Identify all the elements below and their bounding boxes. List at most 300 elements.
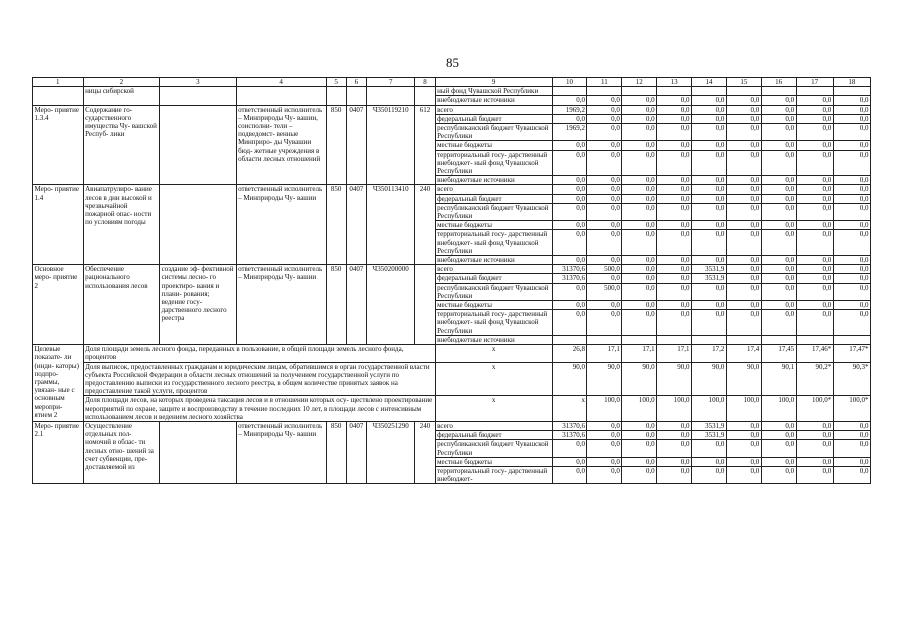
funding-source: территориальный госу- дарственный внебюджет- ный фонд Чувашской Республики [435, 230, 552, 256]
indicator-row [33, 362, 871, 396]
funding-source: всего [435, 185, 552, 194]
amount-cell: 0,0 [587, 203, 622, 220]
amount-cell: 3531,9 [692, 421, 727, 430]
amount-cell: 0,0 [796, 105, 833, 114]
amount-cell: 0,0 [587, 274, 622, 283]
amount-cell: 0,0 [587, 124, 622, 141]
amount-cell: 0,0 [796, 141, 833, 150]
funding-source: всего [435, 265, 552, 274]
amount-cell: 0,0 [833, 150, 870, 176]
amount-cell: 0,0 [552, 230, 587, 256]
amount-cell: 0,0 [552, 114, 587, 123]
column-number: 2 [83, 78, 159, 87]
activity-title: Осуществление отдельных пол- номочий в облас- ти лесных отно- шений за счет субвенции, пре- доставляемой из [83, 421, 159, 483]
column-number: 13 [657, 78, 692, 87]
indicator-value: 100,0 [761, 396, 796, 422]
table-row [33, 105, 871, 114]
activity-goal: создание эф- фективной системы лесно- го проектиро- вания и плани- рования; ведение госу- дарственного лесного реестра [160, 265, 236, 345]
amount-cell: 0,0 [761, 221, 796, 230]
amount-cell: 0,0 [657, 203, 692, 220]
amount-cell: 0,0 [761, 466, 796, 483]
amount-cell [692, 87, 727, 96]
amount-cell: 0,0 [833, 176, 870, 185]
funding-source: внебюджетные источники [435, 335, 552, 344]
budget-code: 240 [415, 421, 435, 483]
amount-cell: 0,0 [761, 301, 796, 310]
indicator-value: 17,4 [726, 345, 761, 362]
amount-cell: 0,0 [726, 185, 761, 194]
amount-cell: 0,0 [622, 230, 657, 256]
amount-cell: 0,0 [692, 150, 727, 176]
amount-cell: 0,0 [692, 185, 727, 194]
amount-cell: 0,0 [692, 124, 727, 141]
amount-cell: 0,0 [587, 466, 622, 483]
amount-cell: 0,0 [726, 150, 761, 176]
amount-cell: 0,0 [761, 440, 796, 457]
amount-cell: 0,0 [833, 274, 870, 283]
column-number: 14 [692, 78, 727, 87]
amount-cell: 0,0 [796, 230, 833, 256]
amount-cell: 0,0 [552, 310, 587, 336]
amount-cell: 0,0 [833, 431, 870, 440]
funding-source: местные бюджеты [435, 141, 552, 150]
amount-cell: 0,0 [833, 230, 870, 256]
budget-code: 0407 [346, 421, 366, 483]
funding-source: республиканский бюджет Чувашской Республики [435, 124, 552, 141]
amount-cell: 0,0 [622, 301, 657, 310]
amount-cell: 0,0 [622, 457, 657, 466]
amount-cell: 0,0 [657, 457, 692, 466]
amount-cell: 0,0 [796, 114, 833, 123]
amount-cell: 0,0 [587, 310, 622, 336]
amount-cell: 0,0 [657, 421, 692, 430]
table-row [33, 421, 871, 430]
amount-cell: 0,0 [796, 221, 833, 230]
amount-cell [692, 335, 727, 344]
funding-source: внебюджетные источники [435, 96, 552, 105]
amount-cell: 0,0 [833, 301, 870, 310]
amount-cell: 0,0 [761, 421, 796, 430]
funding-source: внебюджетные источники [435, 256, 552, 265]
amount-cell: 0,0 [796, 256, 833, 265]
table-row [33, 185, 871, 194]
amount-cell [552, 87, 587, 96]
indicator-text: Доля площади земель лесного фонда, переданных в пользование, в общей площади земель лесного фонда, процентов [83, 345, 435, 362]
funding-source: федеральный бюджет [435, 431, 552, 440]
indicator-value: 17,1 [657, 345, 692, 362]
amount-cell: 0,0 [622, 185, 657, 194]
indicator-value: 17,45 [761, 345, 796, 362]
amount-cell: 1969,2 [552, 105, 587, 114]
amount-cell: 0,0 [692, 256, 727, 265]
amount-cell: 0,0 [657, 221, 692, 230]
amount-cell: 0,0 [726, 203, 761, 220]
amount-cell: 0,0 [796, 194, 833, 203]
amount-cell: 0,0 [657, 274, 692, 283]
amount-cell [657, 335, 692, 344]
amount-cell: 0,0 [657, 194, 692, 203]
amount-cell: 0,0 [726, 265, 761, 274]
budget-code: 850 [326, 265, 346, 345]
amount-cell: 0,0 [833, 283, 870, 300]
funding-source: федеральный бюджет [435, 274, 552, 283]
amount-cell: 0,0 [587, 150, 622, 176]
amount-cell: 0,0 [833, 466, 870, 483]
funding-source: территориальный госу- дарственный внебюджет- ный фонд Чувашской Республики [435, 310, 552, 336]
amount-cell: 0,0 [761, 431, 796, 440]
amount-cell: 0,0 [622, 150, 657, 176]
amount-cell: 31370,6 [552, 431, 587, 440]
budget-code [346, 87, 366, 105]
amount-cell: 0,0 [622, 221, 657, 230]
amount-cell: 0,0 [833, 265, 870, 274]
amount-cell: 500,0 [587, 283, 622, 300]
amount-cell: 0,0 [761, 283, 796, 300]
page-number: 85 [446, 55, 459, 70]
amount-cell: 0,0 [726, 440, 761, 457]
funding-source: федеральный бюджет [435, 114, 552, 123]
amount-cell: 0,0 [657, 96, 692, 105]
amount-cell: 0,0 [587, 230, 622, 256]
indicator-value: 90,0 [726, 362, 761, 396]
amount-cell: 0,0 [552, 194, 587, 203]
amount-cell: 0,0 [833, 203, 870, 220]
funding-source: республиканский бюджет Чувашской Республики [435, 283, 552, 300]
amount-cell [587, 87, 622, 96]
indicator-value: 17,1 [622, 345, 657, 362]
amount-cell: 0,0 [622, 466, 657, 483]
amount-cell: 0,0 [692, 96, 727, 105]
amount-cell: 0,0 [657, 185, 692, 194]
indicator-row [33, 396, 871, 422]
amount-cell: 0,0 [622, 141, 657, 150]
amount-cell: 0,0 [796, 421, 833, 430]
amount-cell: 0,0 [657, 230, 692, 256]
amount-cell: 0,0 [552, 96, 587, 105]
indicator-value: 100,0* [833, 396, 870, 422]
amount-cell: 0,0 [761, 96, 796, 105]
indicator-value: 17,2 [692, 345, 727, 362]
budget-code: 240 [415, 185, 435, 265]
indicator-x: x [435, 362, 552, 396]
amount-cell: 0,0 [796, 185, 833, 194]
activity-title: Обеспечение рационального использования лесов [83, 265, 159, 345]
amount-cell: 0,0 [726, 96, 761, 105]
budget-code [326, 87, 346, 105]
funding-source: республиканский бюджет Чувашской Республики [435, 203, 552, 220]
indicator-text: Доля площади лесов, на которых проведена таксация лесов и в отношении которых осу- ществлено проектирование мероприятий по охране, защите и воспроизводству в течение последних 10 лет, в площади лесов с интенсивным использованием лесов и ведением лесного хозяйства [83, 396, 435, 422]
column-number: 16 [761, 78, 796, 87]
budget-code [415, 265, 435, 345]
amount-cell: 0,0 [692, 466, 727, 483]
funding-source: ный фонд Чувашской Республики [435, 87, 552, 96]
indicator-value: 90,1 [761, 362, 796, 396]
funding-source: республиканский бюджет Чувашской Республики [435, 440, 552, 457]
amount-cell: 0,0 [587, 431, 622, 440]
amount-cell: 0,0 [761, 274, 796, 283]
amount-cell: 3531,9 [692, 431, 727, 440]
funding-source: всего [435, 421, 552, 430]
column-number: 5 [326, 78, 346, 87]
executor: ответственный исполнитель – Минприроды Чу- вашии [236, 421, 326, 483]
budget-code: 850 [326, 421, 346, 483]
indicator-value: 90,0 [692, 362, 727, 396]
program-table [32, 77, 871, 484]
amount-cell: 0,0 [657, 265, 692, 274]
activity-goal [160, 87, 236, 105]
budget-code: 612 [415, 105, 435, 185]
amount-cell: 0,0 [726, 221, 761, 230]
indicator-value: x [552, 396, 587, 422]
column-number: 18 [833, 78, 870, 87]
column-number: 17 [796, 78, 833, 87]
amount-cell: 0,0 [622, 96, 657, 105]
amount-cell [657, 87, 692, 96]
amount-cell: 0,0 [761, 114, 796, 123]
amount-cell: 0,0 [552, 221, 587, 230]
amount-cell [552, 335, 587, 344]
amount-cell: 0,0 [552, 203, 587, 220]
amount-cell: 0,0 [796, 440, 833, 457]
amount-cell: 0,0 [552, 141, 587, 150]
amount-cell: 0,0 [587, 457, 622, 466]
amount-cell: 0,0 [833, 457, 870, 466]
budget-code: 0407 [346, 185, 366, 265]
amount-cell [796, 87, 833, 96]
column-number-row [33, 78, 871, 87]
amount-cell: 0,0 [552, 457, 587, 466]
indicator-value: 90,0 [587, 362, 622, 396]
amount-cell: 31370,6 [552, 265, 587, 274]
amount-cell: 0,0 [622, 440, 657, 457]
amount-cell: 0,0 [587, 421, 622, 430]
amount-cell: 0,0 [833, 105, 870, 114]
amount-cell: 0,0 [833, 221, 870, 230]
funding-source: территориальный госу- дарственный внебюджет- [435, 466, 552, 483]
amount-cell: 0,0 [587, 114, 622, 123]
column-number: 7 [367, 78, 415, 87]
budget-code: Ч350200000 [367, 265, 415, 345]
amount-cell: 3531,9 [692, 274, 727, 283]
budget-code: 850 [326, 105, 346, 185]
indicator-value: 90,0 [657, 362, 692, 396]
amount-cell [761, 87, 796, 96]
budget-code [415, 87, 435, 105]
activity-label [33, 87, 84, 105]
activity-label: Меро- приятие 1.3.4 [33, 105, 84, 185]
indicator-x: x [435, 345, 552, 362]
amount-cell: 0,0 [622, 310, 657, 336]
amount-cell: 0,0 [796, 274, 833, 283]
budget-code: 0407 [346, 265, 366, 345]
amount-cell: 0,0 [622, 283, 657, 300]
column-number: 3 [160, 78, 236, 87]
amount-cell: 0,0 [726, 194, 761, 203]
amount-cell: 0,0 [657, 256, 692, 265]
amount-cell: 0,0 [587, 96, 622, 105]
amount-cell: 0,0 [726, 457, 761, 466]
activity-label: Меро- приятие 1.4 [33, 185, 84, 265]
amount-cell: 0,0 [761, 124, 796, 141]
amount-cell: 0,0 [796, 203, 833, 220]
amount-cell: 0,0 [692, 283, 727, 300]
indicator-value: 100,0 [587, 396, 622, 422]
amount-cell: 0,0 [761, 194, 796, 203]
amount-cell: 0,0 [552, 440, 587, 457]
amount-cell: 0,0 [692, 301, 727, 310]
amount-cell: 0,0 [761, 265, 796, 274]
indicator-value: 26,8 [552, 345, 587, 362]
indicator-value: 100,0 [692, 396, 727, 422]
amount-cell: 0,0 [761, 203, 796, 220]
amount-cell: 0,0 [587, 221, 622, 230]
amount-cell: 0,0 [692, 440, 727, 457]
amount-cell: 0,0 [657, 150, 692, 176]
amount-cell: 0,0 [726, 421, 761, 430]
amount-cell: 0,0 [833, 256, 870, 265]
amount-cell: 0,0 [587, 440, 622, 457]
indicator-value: 100,0 [726, 396, 761, 422]
indicator-value: 100,0* [796, 396, 833, 422]
funding-source: внебюджетные источники [435, 176, 552, 185]
budget-code: 0407 [346, 105, 366, 185]
amount-cell: 0,0 [726, 256, 761, 265]
amount-cell: 0,0 [657, 431, 692, 440]
amount-cell: 0,0 [622, 124, 657, 141]
amount-cell: 0,0 [692, 310, 727, 336]
amount-cell [833, 335, 870, 344]
indicator-value: 100,0 [657, 396, 692, 422]
amount-cell: 0,0 [796, 431, 833, 440]
funding-source: территориальный госу- дарственный внебюджет- ный фонд Чувашской Республики [435, 150, 552, 176]
activity-title: Авиапатрулиро- вание лесов в дни высокой и чрезвычайной пожарной опас- ности по условиям погоды [83, 185, 159, 265]
indicator-row [33, 345, 871, 362]
amount-cell: 3531,9 [692, 265, 727, 274]
amount-cell [622, 335, 657, 344]
funding-source: местные бюджеты [435, 301, 552, 310]
funding-source: всего [435, 105, 552, 114]
indicator-text: Доля выписок, предоставленных гражданам и юридическим лицам, обратившимся в орган государственной власти субъекта Российской Федерации в области лесных отношений за получением государственной услуги по предоставлению выписки из государственного лесного реестра, в общем количестве принятых заявок на предоставление такой услуги, процентов [83, 362, 435, 396]
amount-cell: 0,0 [552, 301, 587, 310]
amount-cell: 0,0 [796, 466, 833, 483]
amount-cell [622, 87, 657, 96]
amount-cell: 0,0 [761, 176, 796, 185]
amount-cell: 0,0 [833, 194, 870, 203]
amount-cell: 0,0 [796, 283, 833, 300]
amount-cell: 0,0 [552, 185, 587, 194]
column-number: 9 [435, 78, 552, 87]
amount-cell: 0,0 [796, 124, 833, 141]
executor: ответственный исполнитель – Минприроды Чу- вашии [236, 185, 326, 265]
amount-cell: 0,0 [833, 440, 870, 457]
amount-cell: 0,0 [833, 141, 870, 150]
amount-cell: 0,0 [726, 310, 761, 336]
amount-cell: 0,0 [796, 265, 833, 274]
amount-cell: 0,0 [552, 283, 587, 300]
amount-cell [833, 87, 870, 96]
amount-cell: 0,0 [726, 141, 761, 150]
amount-cell: 0,0 [726, 176, 761, 185]
amount-cell: 0,0 [833, 185, 870, 194]
activity-title: ницы сибирской [83, 87, 159, 105]
indicator-value: 90,3* [833, 362, 870, 396]
amount-cell: 0,0 [796, 457, 833, 466]
funding-source: местные бюджеты [435, 221, 552, 230]
budget-code: 850 [326, 185, 346, 265]
amount-cell: 0,0 [833, 124, 870, 141]
amount-cell: 0,0 [761, 256, 796, 265]
activity-label: Основное меро- приятие 2 [33, 265, 84, 345]
table-row [33, 265, 871, 274]
budget-code: Ч350113410 [367, 185, 415, 265]
amount-cell: 0,0 [657, 176, 692, 185]
column-number: 15 [726, 78, 761, 87]
column-number: 8 [415, 78, 435, 87]
amount-cell: 0,0 [726, 301, 761, 310]
amount-cell: 0,0 [692, 105, 727, 114]
amount-cell: 0,0 [587, 141, 622, 150]
table-body [33, 87, 871, 484]
amount-cell: 0,0 [622, 256, 657, 265]
activity-goal [160, 421, 236, 483]
column-number: 12 [622, 78, 657, 87]
column-number: 4 [236, 78, 326, 87]
amount-cell: 0,0 [657, 440, 692, 457]
amount-cell: 31370,6 [552, 421, 587, 430]
activity-label: Меро- приятие 2.1 [33, 421, 84, 483]
indicator-value: 90,0 [552, 362, 587, 396]
budget-code: Ч350251290 [367, 421, 415, 483]
amount-cell [587, 335, 622, 344]
amount-cell: 0,0 [726, 124, 761, 141]
column-number: 10 [552, 78, 587, 87]
amount-cell: 0,0 [657, 141, 692, 150]
amount-cell: 0,0 [726, 114, 761, 123]
funding-source: местные бюджеты [435, 457, 552, 466]
amount-cell: 0,0 [622, 176, 657, 185]
amount-cell: 500,0 [587, 265, 622, 274]
activity-title: Содержание го- сударственного имущества Чу- вашской Респуб- лики [83, 105, 159, 185]
amount-cell: 0,0 [692, 203, 727, 220]
activity-goal [160, 185, 236, 265]
amount-cell: 0,0 [761, 457, 796, 466]
amount-cell: 0,0 [833, 114, 870, 123]
amount-cell: 0,0 [692, 114, 727, 123]
table-header [33, 78, 871, 87]
amount-cell: 0,0 [622, 203, 657, 220]
column-number: 11 [587, 78, 622, 87]
amount-cell: 0,0 [692, 221, 727, 230]
amount-cell: 0,0 [552, 256, 587, 265]
amount-cell: 0,0 [622, 114, 657, 123]
amount-cell: 0,0 [833, 96, 870, 105]
amount-cell [761, 335, 796, 344]
amount-cell: 0,0 [726, 431, 761, 440]
amount-cell: 0,0 [552, 466, 587, 483]
amount-cell: 0,0 [761, 105, 796, 114]
amount-cell: 0,0 [761, 230, 796, 256]
amount-cell: 0,0 [692, 176, 727, 185]
amount-cell [726, 335, 761, 344]
amount-cell: 0,0 [622, 431, 657, 440]
column-number: 1 [33, 78, 84, 87]
amount-cell: 0,0 [796, 96, 833, 105]
amount-cell: 0,0 [657, 283, 692, 300]
amount-cell: 0,0 [657, 105, 692, 114]
amount-cell: 0,0 [692, 457, 727, 466]
amount-cell: 0,0 [622, 421, 657, 430]
budget-code [367, 87, 415, 105]
